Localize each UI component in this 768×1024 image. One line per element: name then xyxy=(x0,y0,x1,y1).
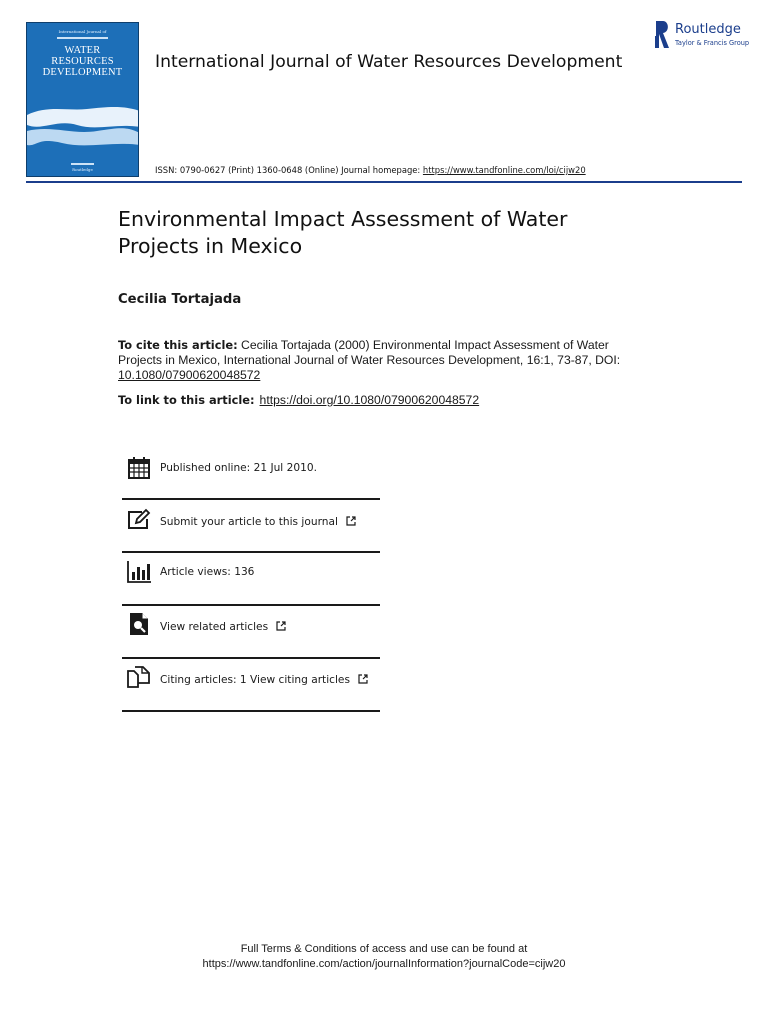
cover-logo-rule xyxy=(71,163,94,165)
issn-line xyxy=(155,165,586,175)
article-views-row xyxy=(122,558,380,610)
info-divider xyxy=(122,710,380,712)
published-online-text: Published online: 21 Jul 2010. xyxy=(160,462,317,474)
citing-articles-link[interactable] xyxy=(160,674,368,686)
journal-title[interactable]: International Journal of Water Resources Development xyxy=(155,52,623,72)
cover-top-text: International Journal of xyxy=(58,29,107,34)
related-articles-row[interactable] xyxy=(122,611,380,663)
article-link-block xyxy=(118,393,479,407)
bar-chart-icon xyxy=(127,560,151,584)
article-title: Environmental Impact Assessment of Water Projects in Mexico xyxy=(118,207,568,258)
citing-articles-row[interactable] xyxy=(122,664,380,716)
edit-icon xyxy=(127,508,151,532)
cite-label: To cite this article: xyxy=(118,338,238,352)
external-link-icon xyxy=(276,621,286,631)
publisher-name: Routledge xyxy=(675,22,741,37)
article-doi-url-link[interactable]: https://doi.org/10.1080/07900620048572 xyxy=(259,393,480,407)
cover-title-line: WATER xyxy=(64,45,101,56)
publisher-subtitle: Taylor & Francis Group xyxy=(675,39,750,47)
journal-homepage-link[interactable]: https://www.tandfonline.com/loi/cijw20 xyxy=(422,165,586,175)
cover-publisher-text: Routledge xyxy=(72,167,93,172)
cover-title-line: RESOURCES xyxy=(51,56,114,67)
cover-rule xyxy=(57,37,108,39)
doi-link[interactable]: 10.1080/07900620048572 xyxy=(118,368,261,382)
submit-article-text: Submit your article to this journal xyxy=(160,516,338,528)
cover-wave-art xyxy=(27,101,139,161)
footer-terms-link[interactable]: https://www.tandfonline.com/action/journalInformation?journalCode=cijw20 xyxy=(202,958,566,970)
info-divider xyxy=(122,551,380,553)
footer-line: Full Terms & Conditions of access and use can be found at xyxy=(240,943,528,955)
article-views-text: Article views: 136 xyxy=(160,566,255,578)
citing-articles-text: Citing articles: 1 View citing articles xyxy=(160,674,350,686)
submit-article-link[interactable] xyxy=(160,516,356,528)
related-articles-link[interactable] xyxy=(160,621,286,633)
citation-documents-icon xyxy=(127,665,151,689)
journal-cover-image xyxy=(26,22,139,177)
citation-block xyxy=(118,338,638,383)
header-divider xyxy=(26,181,742,183)
issn-text: ISSN: 0790-0627 (Print) 1360-0648 (Online) Journal homepage: xyxy=(155,165,423,175)
cite-text: Cecilia Tortajada (2000) Environmental Impact Assessment of Water Projects in Mexico, International Journal of Water Resources Development, 16:1, 73-87, DOI: xyxy=(118,338,621,367)
calendar-icon xyxy=(127,456,151,480)
info-divider xyxy=(122,657,380,659)
cover-title xyxy=(27,45,138,78)
external-link-icon xyxy=(346,516,356,526)
external-link-icon xyxy=(358,674,368,684)
related-articles-text: View related articles xyxy=(160,621,269,633)
document-search-icon xyxy=(127,612,151,636)
cover-title-line: DEVELOPMENT xyxy=(42,67,123,78)
article-author: Cecilia Tortajada xyxy=(118,292,242,307)
footer-terms xyxy=(0,942,768,972)
link-label: To link to this article: xyxy=(118,393,255,407)
routledge-logo-icon xyxy=(654,20,671,49)
info-divider xyxy=(122,498,380,500)
info-divider xyxy=(122,604,380,606)
